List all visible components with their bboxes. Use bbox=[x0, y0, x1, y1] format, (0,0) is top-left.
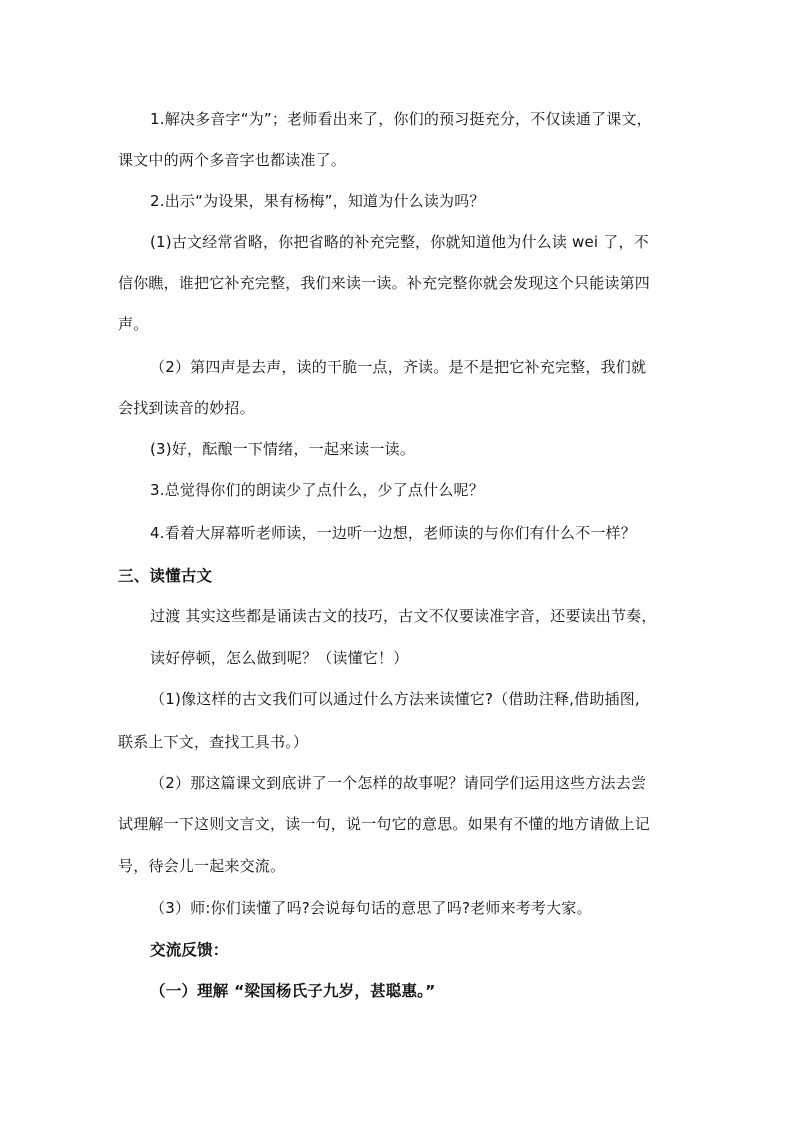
paragraph-line: 声。 bbox=[118, 315, 149, 333]
paragraph-line: 1.解决多音字“为”；老师看出来了，你们的预习挺充分，不仅读通了课文， bbox=[150, 110, 652, 128]
paragraph-line: （3）师:你们读懂了吗?会说每句话的意思了吗?老师来考考大家。 bbox=[150, 899, 592, 917]
paragraph-line: 联系上下文，查找工具书。） bbox=[118, 733, 309, 751]
subheading: （一）理解 “梁国杨氏子九岁，甚聪惠。” bbox=[150, 982, 436, 1000]
subheading: 交流反馈： bbox=[150, 941, 229, 959]
paragraph-line: 4.看着大屏幕听老师读，一边听一边想，老师读的与你们有什么不一样？ bbox=[150, 524, 636, 542]
paragraph-line: 读好停顿，怎么做到呢？（读懂它！） bbox=[150, 649, 409, 667]
paragraph-line: （1)像这样的古文我们可以通过什么方法来读懂它?（借助注释,借助插图, bbox=[150, 690, 640, 708]
paragraph-line: 试理解一下这则文言文，读一句，说一句它的意思。如果有不懂的地方请做上记 bbox=[118, 815, 651, 833]
paragraph-line: 2.出示“为设果，果有杨梅”，知道为什么读为吗？ bbox=[150, 192, 485, 210]
section-heading: 三、读懂古文 bbox=[118, 567, 213, 585]
paragraph-line: 3.总觉得你们的朗读少了点什么，少了点什么呢？ bbox=[150, 481, 484, 499]
paragraph-line: (1)古文经常省略，你把省略的补充完整，你就知道他为什么读 wei 了，不 bbox=[150, 233, 649, 251]
paragraph-line: （2）第四声是去声，读的干脆一点，齐读。是不是把它补充完整，我们就 bbox=[150, 358, 647, 376]
paragraph-line: 会找到读音的妙招。 bbox=[118, 399, 255, 417]
paragraph-line: 课文中的两个多音字也都读准了。 bbox=[118, 151, 347, 169]
paragraph-line: 号，待会儿一起来交流。 bbox=[118, 857, 286, 875]
paragraph-line: 过渡 其实这些都是诵读古文的技巧，古文不仅要读准字音，还要读出节奏， bbox=[150, 607, 657, 625]
paragraph-line: （2）那这篇课文到底讲了一个怎样的故事呢？请同学们运用这些方法去尝 bbox=[150, 774, 647, 792]
paragraph-line: (3)好，酝酿一下情绪，一起来读一读。 bbox=[150, 440, 416, 458]
paragraph-line: 信你瞧，谁把它补充完整，我们来读一读。补充完整你就会发现这个只能读第四 bbox=[118, 274, 651, 292]
